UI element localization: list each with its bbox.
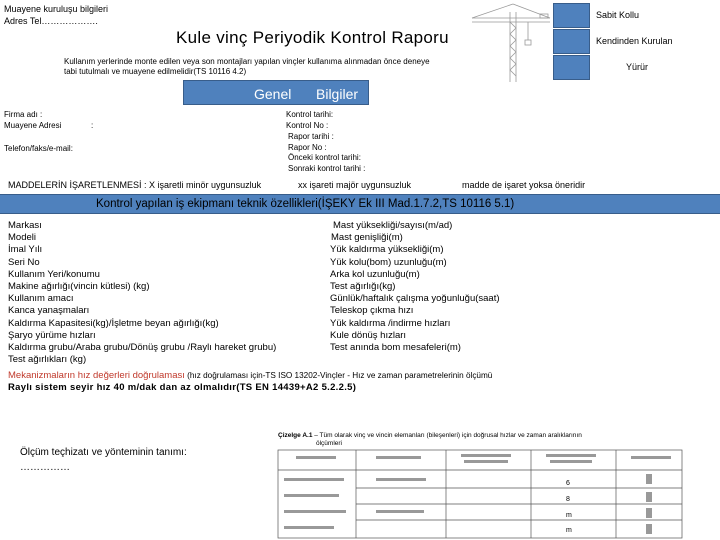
option-yurur-label: Yürür <box>626 62 649 72</box>
speed-verification-standard: (hız doğrulaması için-TS ISO 13202-Vinçler - Hız ve zaman parametrelerinin ölçümü <box>184 371 493 380</box>
inspector-info-label: Muayene kuruluşu bilgileri <box>4 4 109 14</box>
table-caption-number: Çizelge A.1 <box>278 432 313 439</box>
spec-item: Kullanım amacı <box>8 293 74 305</box>
measurement-method-label: Ölçüm teçhizatı ve yönteminin tanımı: <box>20 447 187 458</box>
measurement-method-value[interactable]: …………… <box>20 462 70 473</box>
control-no-label: Kontrol No : <box>286 121 329 130</box>
spec-item: Kaldırma Kapasitesi(kg)/İşletme beyan ağırlığı(kg) <box>8 317 219 329</box>
spec-item: Modeli <box>8 232 36 244</box>
spec-item: Yük kaldırma /indirme hızları <box>330 317 451 329</box>
table-cell: 6 <box>566 480 570 487</box>
option-kendinden-kurulan-label: Kendinden Kurulan <box>596 36 673 46</box>
right-spec-list <box>330 220 500 354</box>
report-no-label: Rapor No : <box>288 143 327 152</box>
spec-item: Mast genişliği(m) <box>331 232 403 244</box>
marking-legend: MADDELERİN İŞARETLENMESİ : X işaretli minör uygunsuzluk <box>8 180 262 190</box>
report-title: Kule vinç Periyodik Kontrol Raporu <box>176 28 449 47</box>
inspection-address-label: Muayene Adresi <box>4 121 62 130</box>
previous-control-label: Önceki kontrol tarihi: <box>288 153 361 162</box>
table-cell: 8 <box>566 496 570 503</box>
spec-item: Şaryo yürüme hızları <box>8 329 96 341</box>
technical-specs-header <box>0 194 720 214</box>
table-caption-text: – Tüm olarak vinç ve vincin elemanları (bileşenleri) için doğrusal hızlar ve zaman aralıklarının <box>314 432 582 439</box>
usage-note-line2: tabi tutulmalı ve muayene edilmelidir(TS 10116 4.2) <box>64 67 247 76</box>
spec-item: Kanca yanaşmaları <box>8 305 90 317</box>
spec-item: Arka kol uzunluğu(m) <box>330 268 420 280</box>
spec-item: Yük kaldırma yüksekliği(m) <box>330 244 444 256</box>
spec-item: Teleskop çıkma hızı <box>330 305 414 317</box>
option-yurur-checkbox[interactable] <box>553 55 590 80</box>
left-spec-list <box>8 220 276 366</box>
technical-specs-title: Kontrol yapılan iş ekipmanı teknik özellikleri(İŞEKY Ek III Mad.1.7.2,TS 10116 5.1) <box>96 198 515 210</box>
firm-name-label: Firma adı : <box>4 110 43 119</box>
table-cell: m <box>566 527 572 534</box>
spec-item: Kaldırma grubu/Araba grubu/Dönüş grubu /Raylı hareket grubu) <box>8 342 277 354</box>
speed-verification-line <box>8 370 492 381</box>
contact-label: Telefon/faks/e-mail: <box>4 144 73 153</box>
spec-item: Mast yüksekliği/sayısı(m/ad) <box>333 220 453 231</box>
spec-item: Test anında bom mesafeleri(m) <box>330 342 461 354</box>
spec-item: Günlük/haftalık çalışma yoğunluğu(saat) <box>330 293 500 305</box>
speed-verification-title: Mekanizmaların hız değerleri doğrulaması <box>8 370 185 381</box>
table-caption <box>278 432 582 448</box>
marking-legend-suggestion: madde de işaret yoksa öneridir <box>462 180 586 190</box>
spec-item: Test ağırlıkları (kg) <box>8 354 87 366</box>
spec-item: Kule dönüş hızları <box>330 329 407 341</box>
inspector-address-tel: Adres Tel………………. <box>4 16 98 26</box>
report-date-label: Rapor tarihi : <box>288 132 334 141</box>
general-info-word1: Genel <box>254 86 292 102</box>
spec-item: Kullanım Yeri/konumu <box>8 268 100 280</box>
next-control-label: Sonraki kontrol tarihi : <box>288 164 366 173</box>
speed-table-grid <box>276 448 686 540</box>
option-kendinden-kurulan-checkbox[interactable] <box>553 29 590 54</box>
control-date-label: Kontrol tarihi: <box>286 110 334 119</box>
spec-item: Test ağırlığı(kg) <box>330 281 396 293</box>
spec-item: Makine ağırlığı(vincin kütlesi) (kg) <box>8 281 150 293</box>
general-info-word2: Bilgiler <box>316 86 359 102</box>
spec-item: Yük kolu(bom) uzunluğu(m) <box>330 256 447 268</box>
usage-note-line1: Kullanım yerlerinde monte edilen veya son montajları yapılan vinçler kullanıma alınmadan önce deneye <box>64 57 430 66</box>
tower-crane-illustration <box>470 2 552 82</box>
marking-legend-major: xx işareti majör uygunsuzluk <box>298 180 412 190</box>
option-sabit-kollu-checkbox[interactable] <box>553 3 590 28</box>
option-sabit-kollu-label: Sabit Kollu <box>596 10 640 20</box>
general-info-header <box>183 80 369 105</box>
table-caption-text2: ölçümleri <box>316 440 343 447</box>
spec-item: Seri No <box>8 256 40 268</box>
spec-item: Markası <box>8 220 42 231</box>
table-cell: m <box>566 512 572 519</box>
rail-speed-requirement: Raylı sistem seyir hız 40 m/dak dan az olmalıdır(TS EN 14439+A2 5.2.2.5) <box>8 382 357 393</box>
inspection-address-colon: : <box>91 121 94 130</box>
spec-item: İmal Yılı <box>8 244 43 256</box>
speed-table-figure <box>276 432 686 540</box>
